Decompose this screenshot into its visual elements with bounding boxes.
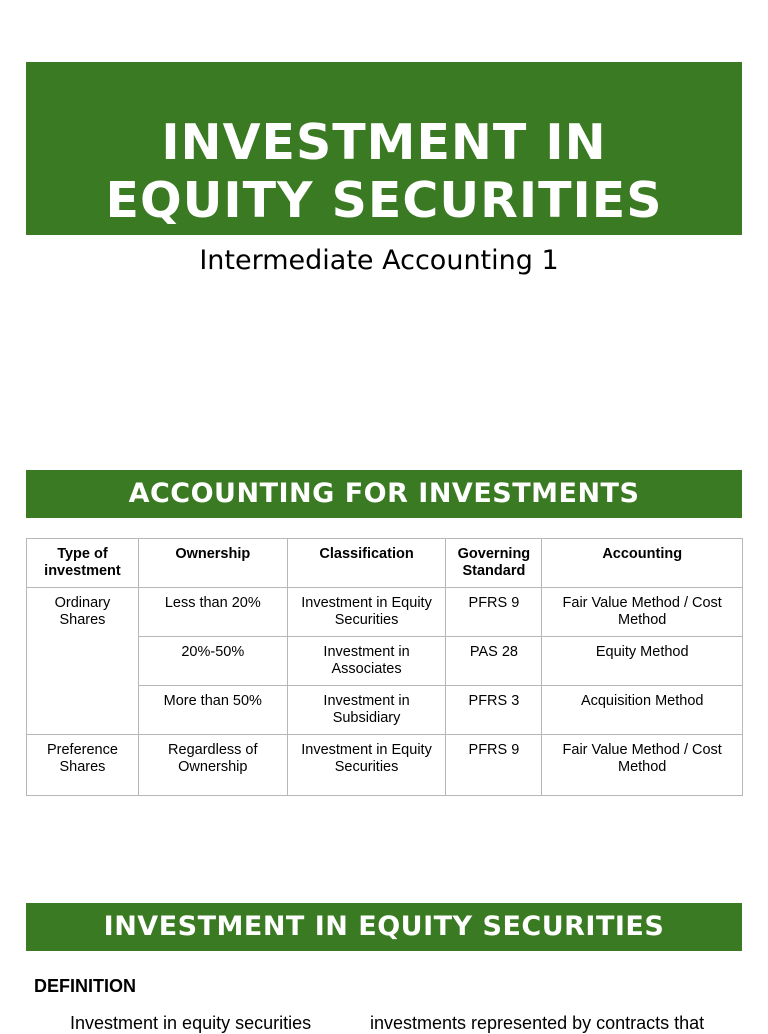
header-standard: Governing Standard [446,539,542,588]
definition-text-right: investments represented by contracts that [370,1013,705,1033]
table-cell: Regardless of Ownership [138,735,287,796]
table-cell: Fair Value Method / Cost Method [542,588,743,637]
investment-table [26,538,743,796]
section-heading-equity-securities: INVESTMENT IN EQUITY SECURITIES [26,903,742,951]
subtitle: Intermediate Accounting 1 [199,245,559,276]
table-cell: PFRS 9 [446,588,542,637]
table-cell: Investment in Equity Securities [287,735,446,796]
table-row [27,735,743,796]
table-cell: Less than 20% [138,588,287,637]
section-heading-accounting: ACCOUNTING FOR INVESTMENTS [26,470,742,518]
header-classification: Classification [287,539,446,588]
header-accounting: Accounting [542,539,743,588]
table-cell: Investment in Equity Securities [287,588,446,637]
table-row [27,588,743,637]
definition-heading: DEFINITION [34,976,136,996]
table-cell: Equity Method [542,637,743,686]
table-cell: PFRS 3 [446,686,542,735]
table-cell: 20%-50% [138,637,287,686]
table-cell: More than 50% [138,686,287,735]
table-cell: Fair Value Method / Cost Method [542,735,743,796]
table-cell: Acquisition Method [542,686,743,735]
table-cell: Investment in Associates [287,637,446,686]
table-cell-type: Preference Shares [27,735,139,796]
table-cell: PFRS 9 [446,735,542,796]
title-banner [26,62,742,235]
title-line-1: INVESTMENT IN [161,114,607,171]
table-header-row [27,539,743,588]
table-cell: PAS 28 [446,637,542,686]
table-cell: Investment in Subsidiary [287,686,446,735]
header-ownership: Ownership [138,539,287,588]
header-type: Type of investment [27,539,139,588]
definition-text-left: Investment in equity securities [70,1013,312,1033]
table-cell-type: Ordinary Shares [27,588,139,735]
title-line-2: EQUITY SECURITIES [105,172,663,229]
